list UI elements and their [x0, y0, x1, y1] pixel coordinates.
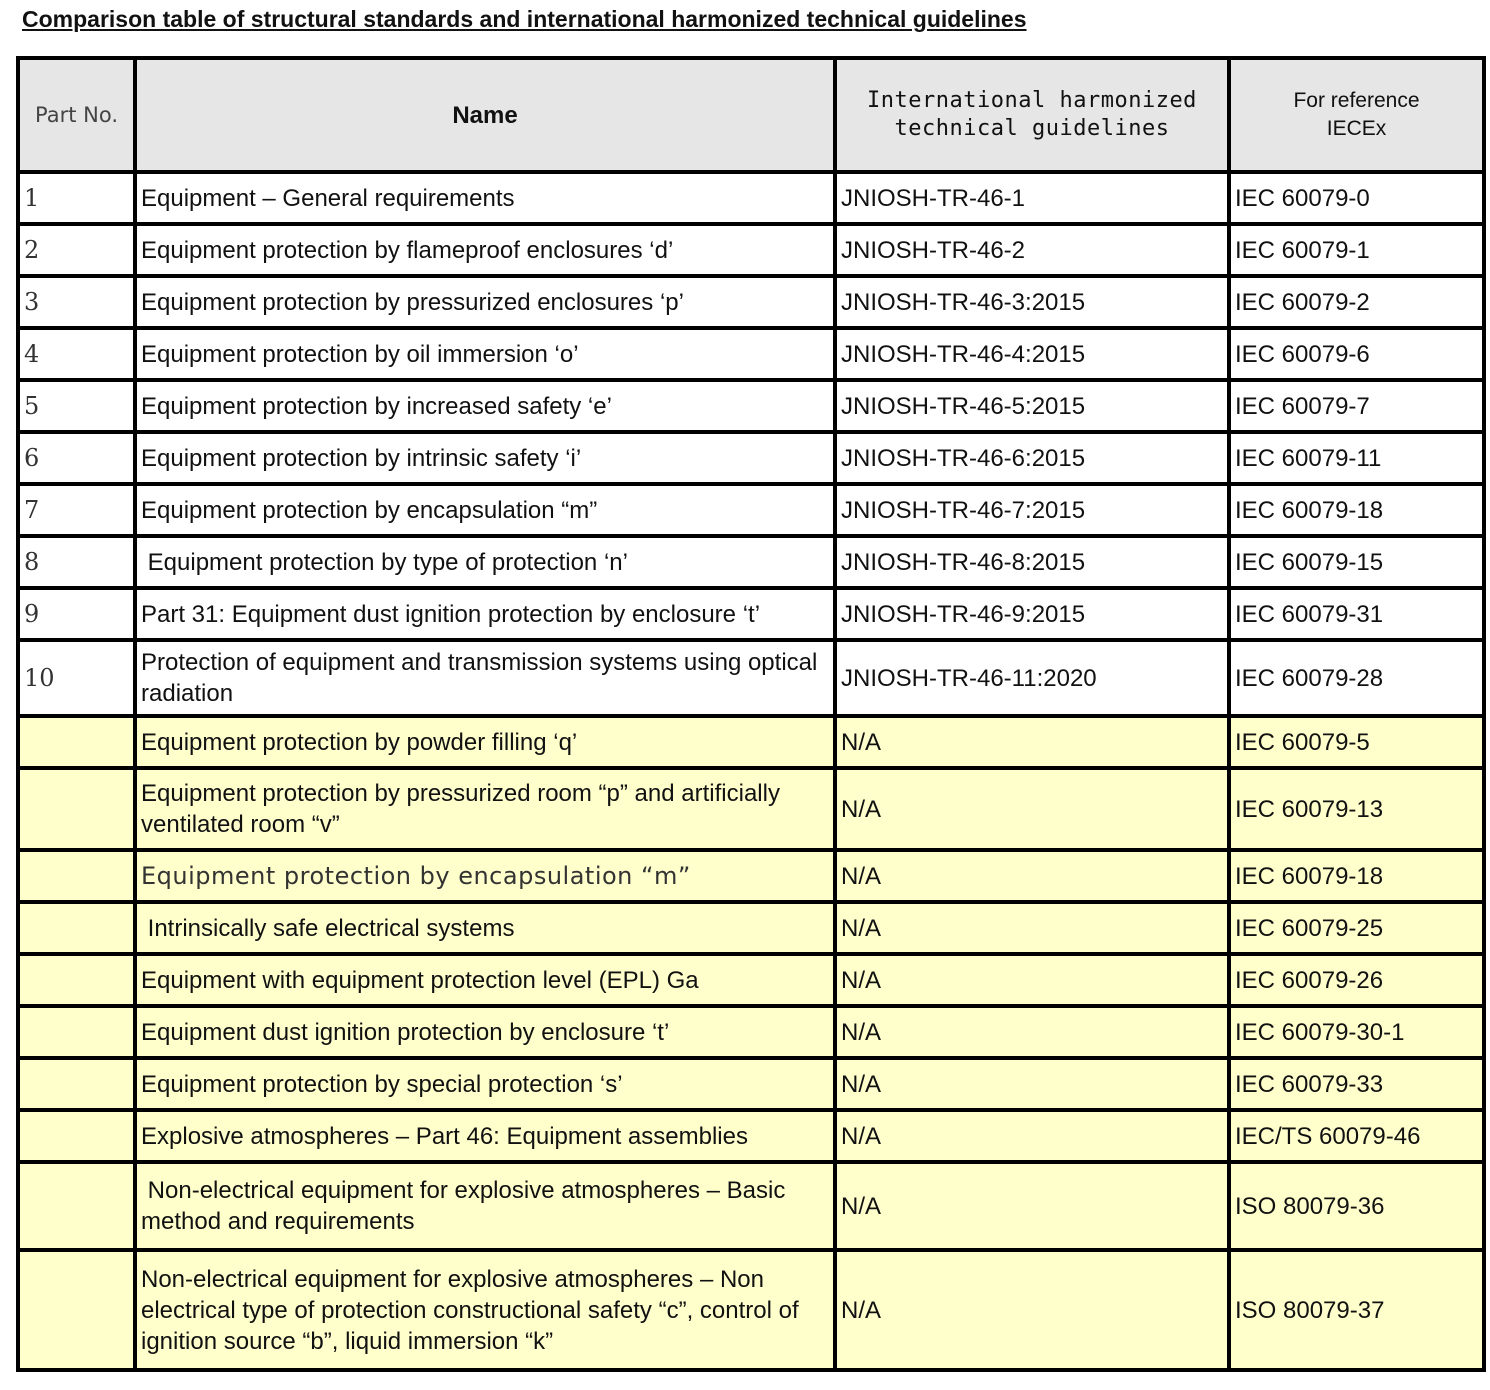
table-row	[18, 954, 1484, 1006]
table-row	[18, 328, 1484, 380]
part-no-cell	[18, 850, 135, 902]
table-row	[18, 224, 1484, 276]
name-cell: Protection of equipment and transmission systems using optical radiation	[135, 640, 835, 716]
part-no-cell	[18, 1250, 135, 1370]
name-cell: Equipment protection by intrinsic safety ‘i’	[135, 432, 835, 484]
table-row	[18, 1162, 1484, 1250]
table-row	[18, 432, 1484, 484]
iecex-cell: IEC 60079-30-1	[1229, 1006, 1484, 1058]
guideline-cell: JNIOSH-TR-46-3:2015	[835, 276, 1229, 328]
table-row	[18, 850, 1484, 902]
name-cell: Equipment dust ignition protection by enclosure ‘t’	[135, 1006, 835, 1058]
part-no-cell: 3	[18, 276, 135, 328]
name-cell: Equipment protection by pressurized enclosures ‘p’	[135, 276, 835, 328]
guideline-cell: N/A	[835, 902, 1229, 954]
part-no-cell	[18, 954, 135, 1006]
guideline-cell: N/A	[835, 1250, 1229, 1370]
name-cell: Equipment protection by encapsulation “m”	[135, 850, 835, 902]
name-cell: Equipment with equipment protection level (EPL) Ga	[135, 954, 835, 1006]
part-no-cell	[18, 1006, 135, 1058]
part-no-cell: 5	[18, 380, 135, 432]
name-cell: Equipment protection by powder filling ‘q’	[135, 716, 835, 768]
name-cell: Equipment protection by increased safety ‘e’	[135, 380, 835, 432]
name-cell: Explosive atmospheres – Part 46: Equipment assemblies	[135, 1110, 835, 1162]
iecex-cell: IEC 60079-33	[1229, 1058, 1484, 1110]
table-row	[18, 276, 1484, 328]
header-intl-line2: technical guidelines	[894, 116, 1170, 141]
iecex-cell: IEC/TS 60079-46	[1229, 1110, 1484, 1162]
guideline-cell: JNIOSH-TR-46-5:2015	[835, 380, 1229, 432]
header-intl-line1: International harmonized	[867, 88, 1197, 113]
part-no-cell	[18, 1110, 135, 1162]
iecex-cell: IEC 60079-1	[1229, 224, 1484, 276]
name-cell: Non-electrical equipment for explosive atmospheres – Basic method and requirements	[135, 1162, 835, 1250]
part-no-cell	[18, 1162, 135, 1250]
table-row	[18, 768, 1484, 850]
guideline-cell: N/A	[835, 716, 1229, 768]
iecex-cell: IEC 60079-26	[1229, 954, 1484, 1006]
iecex-cell: IEC 60079-11	[1229, 432, 1484, 484]
table-row	[18, 716, 1484, 768]
part-no-cell: 7	[18, 484, 135, 536]
guideline-cell: N/A	[835, 768, 1229, 850]
page-title: Comparison table of structural standards and international harmonized technical guidelines	[22, 6, 1027, 32]
iecex-cell: IEC 60079-28	[1229, 640, 1484, 716]
part-no-cell: 4	[18, 328, 135, 380]
comparison-table	[16, 56, 1486, 1372]
table-row	[18, 536, 1484, 588]
name-cell: Equipment protection by flameproof enclosures ‘d’	[135, 224, 835, 276]
header-name: Name	[135, 58, 835, 172]
guideline-cell: JNIOSH-TR-46-4:2015	[835, 328, 1229, 380]
table-row	[18, 1006, 1484, 1058]
guideline-cell: JNIOSH-TR-46-6:2015	[835, 432, 1229, 484]
guideline-cell: N/A	[835, 954, 1229, 1006]
name-cell: Equipment protection by encapsulation “m”	[135, 484, 835, 536]
table-row	[18, 588, 1484, 640]
table-row	[18, 172, 1484, 224]
part-no-cell: 2	[18, 224, 135, 276]
iecex-cell: ISO 80079-36	[1229, 1162, 1484, 1250]
table-body	[18, 172, 1484, 1370]
header-row	[18, 58, 1484, 172]
iecex-cell: IEC 60079-25	[1229, 902, 1484, 954]
table-row	[18, 640, 1484, 716]
table-row	[18, 1250, 1484, 1370]
name-cell: Equipment protection by oil immersion ‘o’	[135, 328, 835, 380]
guideline-cell: JNIOSH-TR-46-8:2015	[835, 536, 1229, 588]
iecex-cell: ISO 80079-37	[1229, 1250, 1484, 1370]
guideline-cell: JNIOSH-TR-46-11:2020	[835, 640, 1229, 716]
table-row	[18, 380, 1484, 432]
iecex-cell: IEC 60079-6	[1229, 328, 1484, 380]
name-cell: Equipment protection by type of protection ‘n’	[135, 536, 835, 588]
guideline-cell: N/A	[835, 1162, 1229, 1250]
iecex-cell: IEC 60079-2	[1229, 276, 1484, 328]
header-ref-line1: For reference	[1293, 89, 1420, 112]
table-row	[18, 1058, 1484, 1110]
part-no-cell	[18, 768, 135, 850]
guideline-cell: N/A	[835, 1006, 1229, 1058]
iecex-cell: IEC 60079-5	[1229, 716, 1484, 768]
iecex-cell: IEC 60079-18	[1229, 850, 1484, 902]
iecex-cell: IEC 60079-7	[1229, 380, 1484, 432]
part-no-cell	[18, 716, 135, 768]
header-international-guidelines	[835, 58, 1229, 172]
header-part-no: Part No.	[18, 58, 135, 172]
part-no-cell	[18, 902, 135, 954]
part-no-cell: 8	[18, 536, 135, 588]
name-cell: Non-electrical equipment for explosive atmospheres – Non electrical type of protection constructional safety “c”, control of ignition source “b”, liquid immersion “k”	[135, 1250, 835, 1370]
table-row	[18, 1110, 1484, 1162]
name-cell: Intrinsically safe electrical systems	[135, 902, 835, 954]
iecex-cell: IEC 60079-31	[1229, 588, 1484, 640]
part-no-cell: 9	[18, 588, 135, 640]
guideline-cell: JNIOSH-TR-46-2	[835, 224, 1229, 276]
table-row	[18, 484, 1484, 536]
guideline-cell: JNIOSH-TR-46-7:2015	[835, 484, 1229, 536]
name-cell: Part 31: Equipment dust ignition protection by enclosure ‘t’	[135, 588, 835, 640]
iecex-cell: IEC 60079-18	[1229, 484, 1484, 536]
part-no-cell: 10	[18, 640, 135, 716]
iecex-cell: IEC 60079-15	[1229, 536, 1484, 588]
guideline-cell: JNIOSH-TR-46-1	[835, 172, 1229, 224]
name-cell: Equipment protection by pressurized room “p” and artificially ventilated room “v”	[135, 768, 835, 850]
table-header	[18, 58, 1484, 172]
header-ref-line2: IECEx	[1326, 117, 1387, 140]
iecex-cell: IEC 60079-13	[1229, 768, 1484, 850]
part-no-cell: 6	[18, 432, 135, 484]
guideline-cell: JNIOSH-TR-46-9:2015	[835, 588, 1229, 640]
part-no-cell	[18, 1058, 135, 1110]
name-cell: Equipment protection by special protection ‘s’	[135, 1058, 835, 1110]
guideline-cell: N/A	[835, 1058, 1229, 1110]
table-row	[18, 902, 1484, 954]
guideline-cell: N/A	[835, 850, 1229, 902]
iecex-cell: IEC 60079-0	[1229, 172, 1484, 224]
part-no-cell: 1	[18, 172, 135, 224]
name-cell: Equipment – General requirements	[135, 172, 835, 224]
header-reference-iecex	[1229, 58, 1484, 172]
guideline-cell: N/A	[835, 1110, 1229, 1162]
